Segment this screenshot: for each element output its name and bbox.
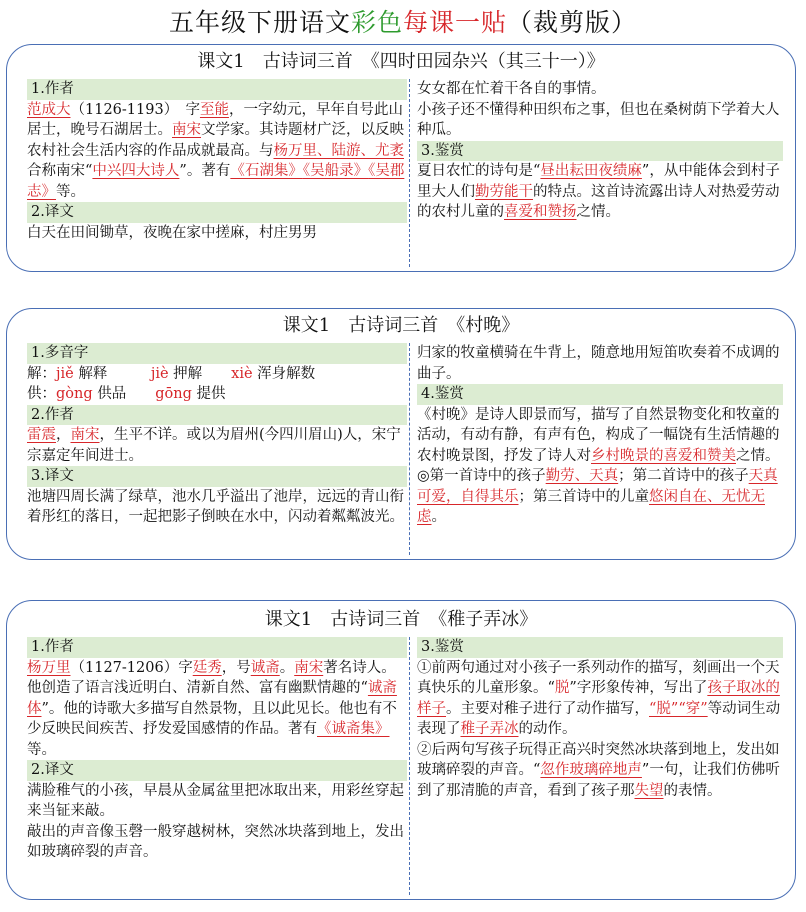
page-title: 五年级下册语文彩色每课一贴（裁剪版）: [168, 8, 638, 37]
lesson-card-2: [6, 308, 796, 560]
card-title: 课文1 古诗词三首 《村晚》: [282, 315, 520, 336]
right-column: [417, 637, 783, 801]
column-divider: [409, 79, 410, 267]
section-heading: 2.译文: [27, 760, 407, 781]
card-title: 课文1 古诗词三首 《稚子弄冰》: [264, 609, 538, 630]
translation: 白天在田间锄草，夜晚在家中搓麻，村庄男男: [27, 224, 317, 241]
appreciation-2: ②后两句写孩子玩得正高兴时突然冰块落到地上，发出如玻璃碎裂的声音。“忽作玻璃碎地声”一句，让我们仿佛听到了那清脆的声音，看到了孩子那失望的表情。: [417, 741, 780, 799]
author-paragraph: 范成大（1126-1193） 字至能，一字幼元，早年自号此山居士，晚号石湖居士。南宋文学家。其诗题材广泛，以反映农村社会生活内容的作品成就最高。与杨万里、陆游、尤袤合称南宋“中兴四大诗人”。著有《石湖集》《吴船录》《吴郡志》等。: [27, 101, 405, 200]
author-paragraph: 雷震，南宋，生平不详。或以为眉州(今四川眉山)人，宋宁宗嘉定年间进士。: [27, 427, 401, 464]
left-column: [27, 637, 407, 863]
author-paragraph: 杨万里（1127-1206）字廷秀，号诚斋。南宋著名诗人。他创造了语言浅近明白、清新自然、富有幽默情趣的“诚斋体”。他的诗歌大多描写自然景物，且以此见长。他也有不少反映民间疾苦、抒发爱国感情的作品。著有《诚斋集》等。: [27, 659, 397, 758]
translation-cont: 归家的牧童横骑在牛背上，随意地用短笛吹奏着不成调的曲子。: [417, 345, 780, 382]
appreciation-1: ①前两句通过对小孩子一系列动作的描写，刻画出一个天真快乐的儿童形象。“脱”字形象传神，写出了孩子取冰的样子。主要对稚子进行了动作描写，“脱”“穿”等动词生动表现了稚子弄冰的动作。: [417, 659, 781, 737]
section-heading: 1.作者: [27, 79, 407, 100]
section-heading: 1.多音字: [27, 343, 407, 364]
translation-cont: 小孩子还不懂得种田织布之事，但也在桑树荫下学着大人种瓜。: [417, 101, 780, 138]
section-heading: 1.作者: [27, 637, 407, 658]
lesson-card-3: [6, 600, 796, 900]
lesson-card-1: [6, 44, 796, 272]
right-column: [417, 79, 783, 223]
left-column: [27, 343, 407, 528]
translation-cont: 女女都在忙着干各自的事情。: [417, 81, 606, 97]
section-heading: 3.鉴赏: [417, 141, 783, 162]
section-heading: 2.译文: [27, 202, 407, 223]
section-heading: 3.鉴赏: [417, 637, 783, 658]
right-column: [417, 343, 783, 528]
appreciation: 夏日农忙的诗句是“昼出耘田夜绩麻”，从中能体会到村子里大人们勤劳能干的特点。这首诗流露出诗人对热爱劳动的农村儿童的喜爱和赞扬之情。: [417, 163, 780, 220]
section-heading: 3.译文: [27, 466, 407, 487]
comparison: ◎第一首诗中的孩子勤劳、天真；第二首诗中的孩子天真可爱，自得其乐；第三首诗中的儿童悠闲自在、无忧无虑。: [417, 468, 778, 525]
translation: 敲出的声音像玉磬一般穿越树林，突然冰块落到地上，发出如玻璃碎裂的声音。: [27, 823, 404, 860]
polyphone-gong: 供：gòng 供品 gōng 提供: [27, 386, 226, 402]
column-divider: [409, 637, 410, 895]
appreciation: 《村晚》是诗人即景而写，描写了自然景物变化和牧童的活动，有动有静，有声有色，构成了一幅饶有生活情趣的农村晚景图，抒发了诗人对乡村晚景的喜爱和赞美之情。: [417, 406, 780, 464]
column-divider: [409, 343, 410, 555]
left-column: [27, 79, 407, 243]
section-heading: 4.鉴赏: [417, 384, 783, 405]
card-title: 课文1 古诗词三首 《四时田园杂兴（其三十一）》: [197, 51, 605, 72]
translation: 池塘四周长满了绿草，池水几乎溢出了池岸，远远的青山衔着彤红的落日，一起把影子倒映在水中，闪动着粼粼波光。: [27, 488, 404, 525]
polyphone-jie: 解：jiě 解释 jiè 押解 xiè 浑身解数: [27, 365, 316, 382]
translation: 满脸稚气的小孩，早晨从金属盆里把冰取出来，用彩丝穿起来当钲来敲。: [27, 782, 404, 819]
section-heading: 2.作者: [27, 405, 407, 426]
